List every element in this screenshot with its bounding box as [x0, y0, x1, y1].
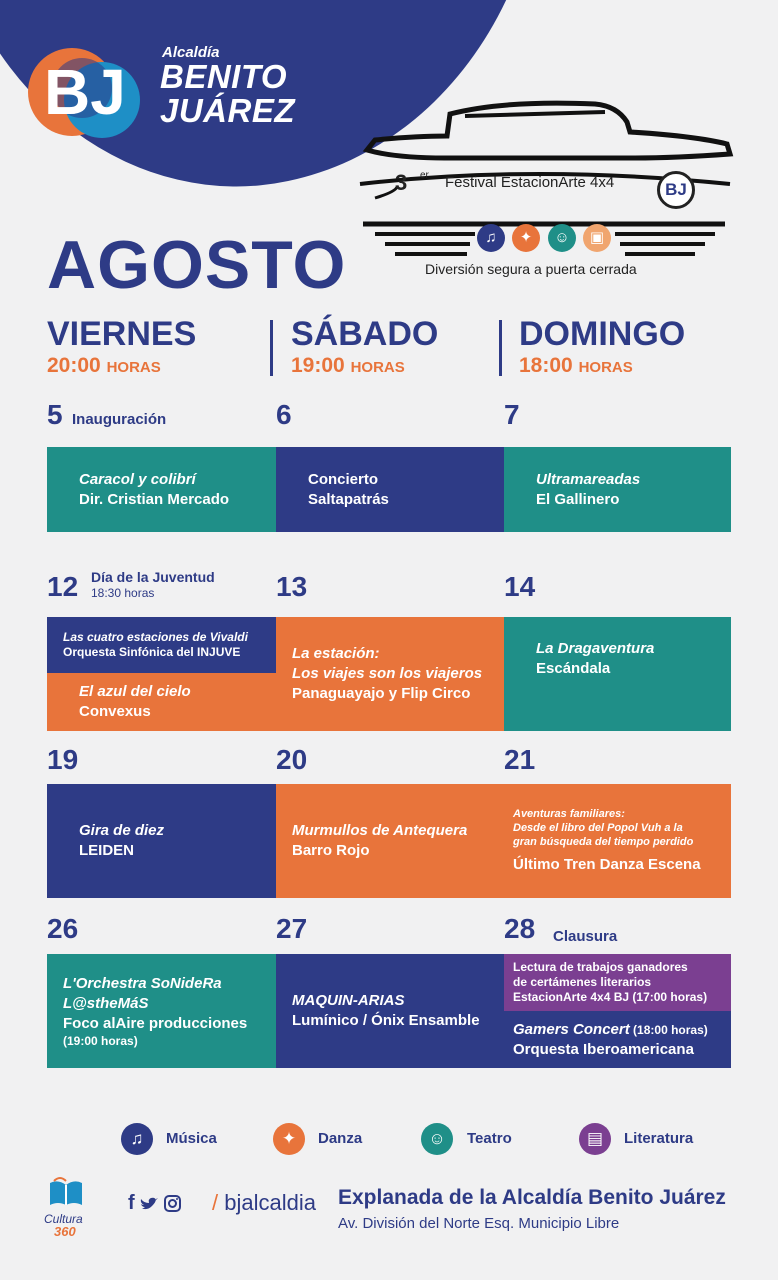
event-title: Desde el libro del Popol Vuh a la	[513, 822, 683, 834]
bj-logo	[20, 30, 150, 140]
event-cell	[504, 1011, 731, 1068]
day-time: 18:00 HORAS	[519, 354, 633, 377]
date-number: 21	[504, 744, 536, 775]
theater-icon: ☺	[548, 224, 576, 252]
event-title: La estación:	[292, 645, 380, 662]
legend-label-literature: Literatura	[624, 1130, 694, 1147]
festival-bj-badge-text: BJ	[665, 180, 687, 199]
social-icons	[128, 1192, 181, 1215]
event-title: L@stheMáS	[63, 994, 149, 1012]
facebook-icon[interactable]: f	[128, 1192, 135, 1214]
event-artist: Último Tren Danza Escena	[513, 856, 701, 873]
legend-label-dance: Danza	[318, 1130, 363, 1147]
festival-ordinal: er	[420, 170, 429, 181]
dance-icon: ✦	[512, 224, 540, 252]
festival-tagline: Diversión segura a puerta cerrada	[425, 261, 637, 277]
event-artist: Panaguayajo y Flip Circo	[292, 685, 471, 702]
date-sublabel: 18:30 horas	[91, 586, 155, 600]
venue-name: Explanada de la Alcaldía Benito Juárez	[338, 1186, 726, 1209]
festival-bj-badge	[657, 171, 695, 209]
day-header-saturday	[291, 316, 438, 378]
event-title: Concierto	[308, 470, 379, 488]
event-cell	[504, 954, 731, 1011]
event-cell	[47, 954, 276, 1068]
event-title: MAQUIN-ARIAS	[292, 992, 405, 1009]
day-name: VIERNES	[47, 315, 197, 353]
film-icon: ▣	[583, 224, 611, 252]
event-title: Las cuatro estaciones de Vivaldi	[63, 630, 248, 644]
event-artist: Orquesta Iberoamericana	[513, 1040, 694, 1058]
event-title: Los viajes son los viajeros	[292, 665, 483, 682]
column-divider	[270, 320, 273, 376]
event-artist: Convexus	[79, 703, 151, 720]
column-divider	[499, 320, 502, 376]
date-number: 19	[47, 744, 79, 775]
music-icon: ♫	[121, 1123, 153, 1155]
social-handle[interactable]: / bjalcaldia	[212, 1190, 316, 1215]
date-number: 26	[47, 913, 79, 944]
month-title: AGOSTO	[47, 227, 347, 303]
event-title: Murmullos de Antequera	[292, 822, 468, 839]
event-title: La Dragaventura	[536, 640, 655, 657]
event-title: Ultramareadas	[536, 470, 641, 488]
festival-number: 3	[395, 170, 408, 195]
date-label: Inauguración	[72, 411, 167, 428]
date-label: Clausura	[553, 928, 618, 945]
event-title: L'Orchestra SoNideRa	[63, 974, 222, 992]
event-cell	[504, 617, 731, 731]
alcaldia-name	[160, 60, 295, 128]
event-artist: LEIDEN	[79, 842, 135, 859]
day-time: 19:00 HORAS	[291, 354, 405, 377]
event-title: Lectura de trabajos ganadores	[513, 960, 688, 974]
date-number: 27	[276, 913, 308, 944]
book-icon	[46, 1175, 86, 1207]
event-cell	[276, 447, 504, 532]
event-title: EstacionArte 4x4 BJ (17:00 horas)	[513, 990, 708, 1004]
event-artist: Lumínico / Ónix Ensamble	[292, 1012, 480, 1029]
event-cell	[47, 447, 276, 532]
cultura-number: 360	[54, 1224, 76, 1239]
date-number: 6	[276, 399, 292, 430]
day-name: SÁBADO	[291, 315, 439, 353]
day-header-friday	[47, 316, 196, 378]
legend-label-music: Música	[166, 1130, 217, 1147]
festival-name: Festival EstacionArte 4x4	[445, 174, 615, 191]
date-number: 14	[504, 571, 536, 602]
event-cell	[47, 617, 276, 673]
event-title: gran búsqueda del tiempo perdido	[513, 836, 694, 848]
book-icon: ▤	[579, 1123, 611, 1155]
event-title: El azul del cielo	[79, 683, 191, 700]
event-title: Gira de diez	[79, 822, 165, 839]
event-artist: Barro Rojo	[292, 842, 370, 859]
date-number: 28	[504, 913, 536, 944]
theater-icon: ☺	[421, 1123, 453, 1155]
cultura-360-logo	[46, 1175, 96, 1239]
event-title: Aventuras familiares:	[513, 808, 625, 820]
legend-label-theater: Teatro	[467, 1130, 512, 1147]
event-cell	[276, 954, 504, 1068]
alcaldia-name-line2: JUÁREZ	[160, 92, 296, 129]
cultura-label: Cultura	[44, 1212, 83, 1226]
venue-address: Av. División del Norte Esq. Municipio Libre	[338, 1215, 620, 1232]
event-title: de certámenes literarios	[513, 975, 652, 989]
event-cell	[47, 673, 276, 731]
date-number: 20	[276, 744, 308, 775]
instagram-icon[interactable]	[164, 1195, 181, 1212]
event-artist: El Gallinero	[536, 490, 620, 508]
event-cell	[504, 447, 731, 532]
event-artist: Dir. Cristian Mercado	[79, 490, 230, 508]
event-note: (19:00 horas)	[63, 1033, 138, 1048]
bj-logo-letters: BJ	[44, 56, 126, 128]
event-cell	[504, 784, 731, 898]
event-title: Saltapatrás	[308, 490, 389, 508]
day-name: DOMINGO	[519, 315, 686, 353]
event-title: Gamers Concert (18:00 horas)	[513, 1020, 708, 1038]
event-title: Caracol y colibrí	[79, 470, 196, 488]
day-header-sunday	[519, 316, 685, 378]
music-icon: ♫	[477, 224, 505, 252]
alcaldia-label: Alcaldía	[162, 44, 220, 61]
twitter-icon[interactable]	[140, 1197, 158, 1211]
date-number: 7	[504, 399, 520, 430]
dance-icon: ✦	[273, 1123, 305, 1155]
date-label: Día de la Juventud	[91, 569, 215, 585]
event-artist: Foco alAire producciones	[63, 1014, 248, 1032]
event-artist: Escándala	[536, 660, 611, 677]
date-number: 5	[47, 399, 63, 430]
date-number: 13	[276, 571, 308, 602]
day-time: 20:00 HORAS	[47, 354, 161, 377]
event-cell	[276, 784, 504, 898]
event-artist: Orquesta Sinfónica del INJUVE	[63, 645, 241, 659]
alcaldia-name-line1: BENITO	[160, 58, 288, 95]
event-cell	[47, 784, 276, 898]
event-cell	[276, 617, 504, 731]
date-number: 12	[47, 571, 79, 602]
